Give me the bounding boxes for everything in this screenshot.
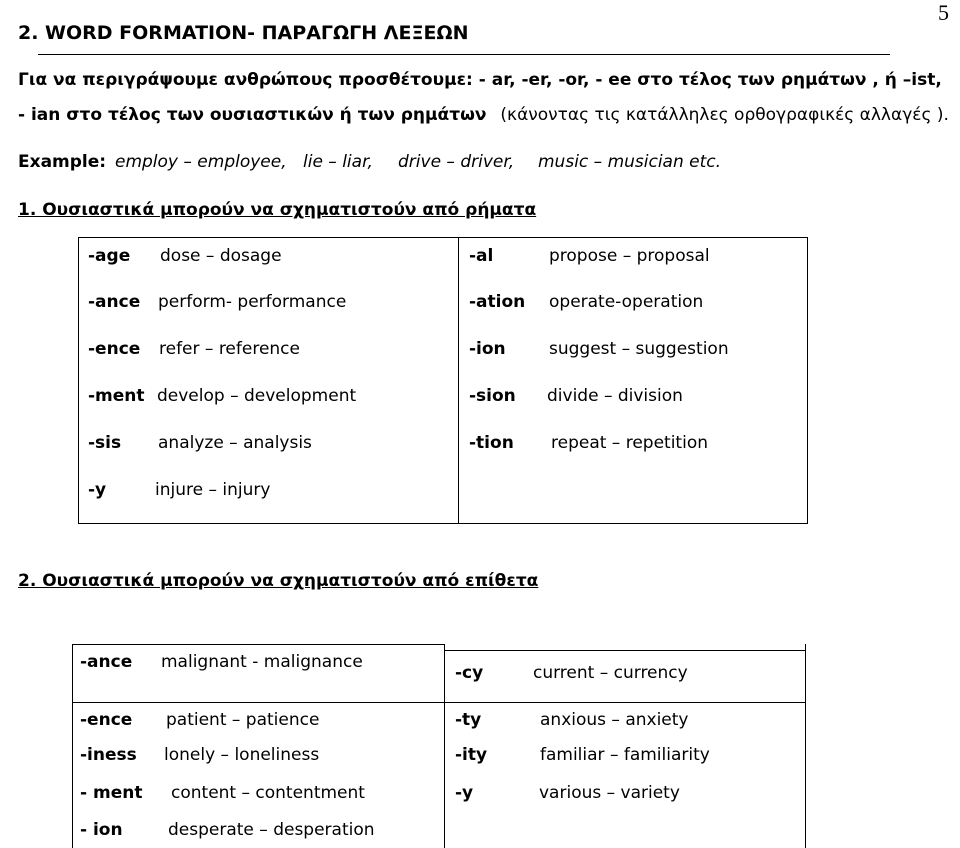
table-border-left	[72, 644, 73, 848]
suffix: -ment	[88, 386, 145, 406]
example-pair: dose – dosage	[160, 246, 282, 266]
suffix: -ence	[88, 339, 141, 359]
section-1-heading: 1. Ουσιαστικά μπορούν να σχηματιστούν από ρήματα	[18, 200, 537, 220]
suffix: -ity	[455, 745, 488, 765]
example-pair: suggest – suggestion	[549, 339, 729, 359]
intro-line-2-normal: (κάνοντας τις κατάλληλες ορθογραφικές αλλαγές ).	[500, 105, 949, 125]
suffix: -y	[455, 783, 474, 803]
example-pair: repeat – repetition	[551, 433, 708, 453]
example-pair: operate-operation	[549, 292, 704, 312]
example-pair: divide – division	[547, 386, 683, 406]
example-pair: analyze – analysis	[158, 433, 312, 453]
table-border-top	[72, 644, 444, 645]
example-item: lie – liar,	[303, 152, 373, 172]
example-pair: various – variety	[539, 783, 680, 803]
example-pair: malignant - malignance	[161, 652, 363, 672]
suffix: -age	[88, 246, 131, 266]
example-pair: patient – patience	[166, 710, 320, 730]
suffix: -sis	[88, 433, 122, 453]
example-line	[18, 152, 778, 176]
page-number: 5	[938, 0, 949, 25]
example-pair: injure – injury	[155, 480, 271, 500]
suffix: -iness	[80, 745, 137, 765]
example-pair: desperate – desperation	[168, 820, 375, 840]
intro-line-2-bold: - ian στο τέλος των ουσιαστικών ή των ρημάτων	[18, 105, 487, 125]
suffix: -ance	[80, 652, 133, 672]
example-item: drive – driver,	[398, 152, 515, 172]
table-border-right	[805, 644, 806, 848]
suffix: -y	[88, 480, 107, 500]
suffix: -ance	[88, 292, 141, 312]
example-pair: refer – reference	[159, 339, 300, 359]
suffix: -ation	[469, 292, 526, 312]
example-pair: develop – development	[157, 386, 357, 406]
suffix: -al	[469, 246, 494, 266]
suffix: - ion	[80, 820, 123, 840]
suffix: -ion	[469, 339, 506, 359]
intro-line-1: Για να περιγράψουμε ανθρώπους προσθέτουμε: - ar, -er, -or, - ee στο τέλος των ρημάτων , ή –ist,	[18, 70, 942, 90]
suffix: -ence	[80, 710, 133, 730]
table-row-line	[72, 702, 805, 703]
suffix: -cy	[455, 663, 484, 683]
suffix: -ty	[455, 710, 482, 730]
example-pair: perform- performance	[158, 292, 347, 312]
example-pair: anxious – anxiety	[540, 710, 689, 730]
intro-line-2	[18, 105, 949, 125]
title-underline	[38, 54, 890, 55]
example-item: employ – employee,	[115, 152, 287, 172]
table-divider	[444, 644, 445, 848]
suffix: -sion	[469, 386, 516, 406]
example-pair: current – currency	[533, 663, 688, 683]
suffix: - ment	[80, 783, 143, 803]
example-pair: lonely – loneliness	[164, 745, 320, 765]
example-pair: content – contentment	[171, 783, 365, 803]
example-item: music – musician etc.	[538, 152, 722, 172]
example-pair: propose – proposal	[549, 246, 710, 266]
section-title: 2. WORD FORMATION- ΠΑΡΑΓΩΓΗ ΛΕΞΕΩΝ	[18, 22, 469, 44]
section-2-heading: 2. Ουσιαστικά μπορούν να σχηματιστούν από επίθετα	[18, 571, 539, 591]
section-1-table-divider	[458, 237, 459, 524]
suffix: -tion	[469, 433, 514, 453]
example-pair: familiar – familiarity	[540, 745, 710, 765]
table-border-top	[444, 650, 805, 651]
example-label: Example:	[18, 152, 107, 172]
